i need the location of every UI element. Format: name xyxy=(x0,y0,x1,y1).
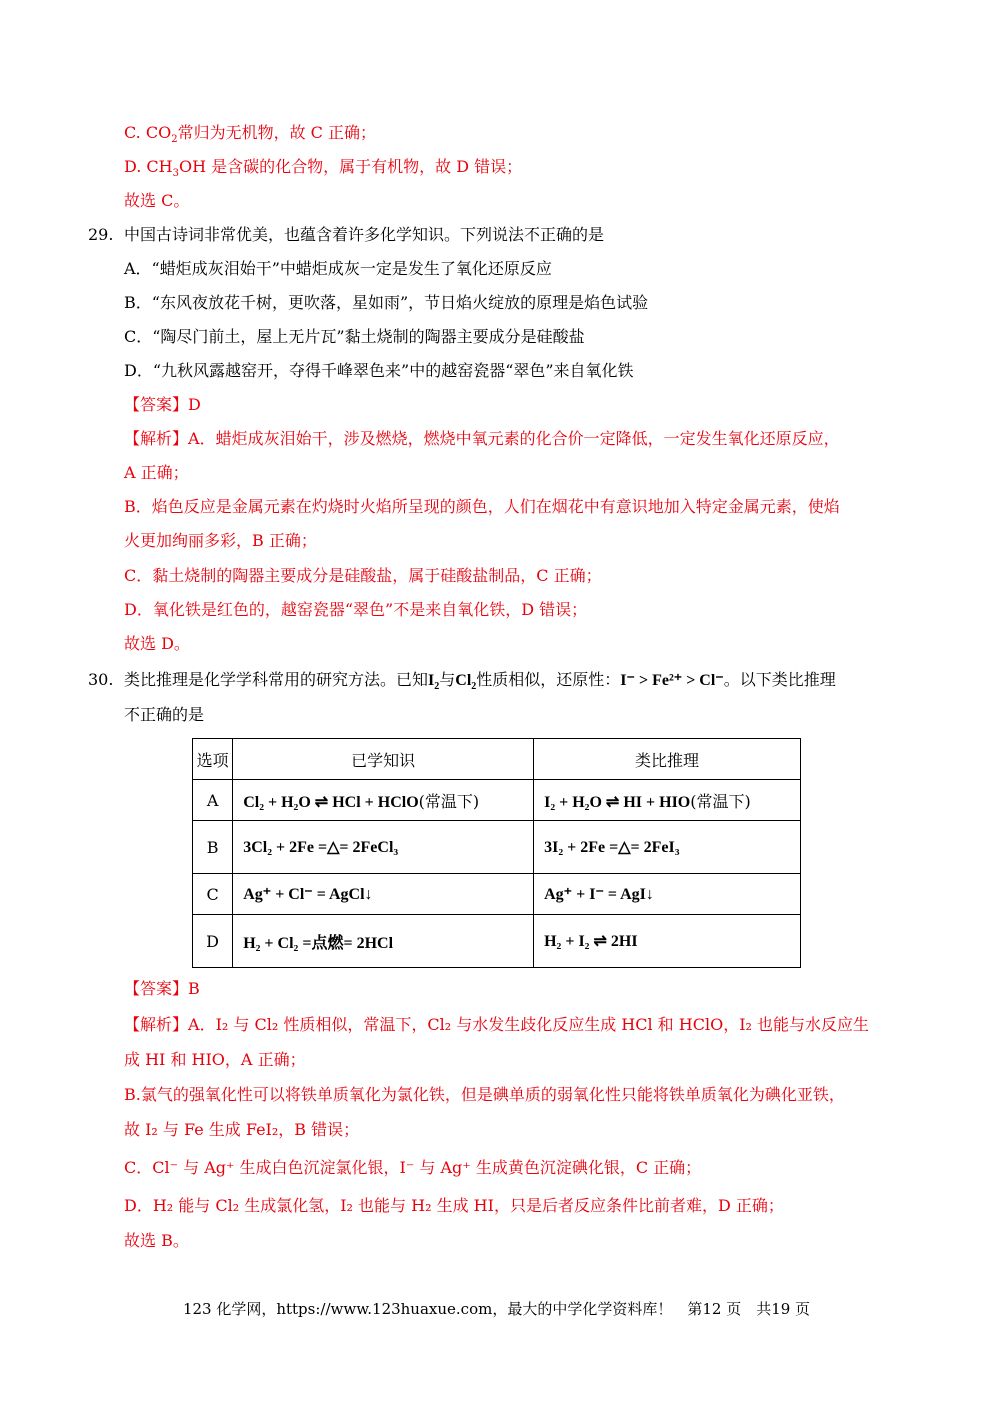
q30-analysis-line-3: B.氯气的强氧化性可以将铁单质氧化为氯化铁，但是碘单质的弱氧化性只能将铁单质氧化为碘化亚铁， xyxy=(124,1085,845,1104)
q29-analysis-line-4: 火更加绚丽多彩，B 正确； xyxy=(124,531,317,550)
row-infer: I₂ + H₂O ⇌ HI + HIO(常温下) xyxy=(534,780,801,821)
row-known: Cl₂ + H₂O ⇌ HCl + HClO(常温下) xyxy=(233,780,534,821)
table-row xyxy=(193,915,801,968)
row-known: H₂ + Cl₂ =点燃= 2HCl xyxy=(233,915,534,968)
q29-analysis-line-1: 【解析】A．蜡炬成灰泪始干，涉及燃烧，燃烧中氧元素的化合价一定降低，一定发生氧化还原反应， xyxy=(124,429,840,448)
row-infer: Ag⁺ + I⁻ = AgI↓ xyxy=(534,874,801,915)
q29-stem: 中国古诗词非常优美，也蕴含着许多化学知识。下列说法不正确的是 xyxy=(124,225,605,244)
q29-option-a: A．“蜡炬成灰泪始干”中蜡炬成灰一定是发生了氧化还原反应 xyxy=(124,259,552,278)
table-row xyxy=(193,874,801,915)
q29-answer xyxy=(124,394,201,416)
q29-option-d: D．“九秋风露越窑开，夺得千峰翠色来”中的越窑瓷器“翠色”来自氧化铁 xyxy=(124,361,634,380)
q29-analysis-line-7: 故选 D。 xyxy=(124,634,190,653)
answer-value: D xyxy=(188,395,201,414)
page-footer: 123 化学网，https://www.123huaxue.com，最大的中学化学资料库！ 第12 页 共19 页 xyxy=(182,1300,811,1318)
table-header-row xyxy=(193,739,801,780)
q29-option-c: C．“陶尽门前土，屋上无片瓦”黏土烧制的陶器主要成分是硅酸盐 xyxy=(124,327,585,346)
q30-analysis-line-6: D．H₂ 能与 Cl₂ 生成氯化氢，I₂ 也能与 H₂ 生成 HI，只是后者反应条件比前者难，D 正确； xyxy=(124,1196,784,1215)
q30-number: 30. xyxy=(88,670,114,689)
analysis-tag: 【解析】 xyxy=(124,429,189,448)
q30-analysis-line-2: 成 HI 和 HIO，A 正确； xyxy=(124,1050,306,1069)
analogy-table xyxy=(192,738,801,968)
prev-option-c: C. $CO_2$常归为无机物，故 C 正确； xyxy=(124,123,376,146)
q30-analysis-line-1: 【解析】A．I₂ 与 Cl₂ 性质相似，常温下，Cl₂ 与水发生歧化反应生成 HCl 和 HClO，I₂ 也能与水反应生 xyxy=(124,1015,870,1034)
row-known: 3Cl₂ + 2Fe =△= 2FeCl₃ xyxy=(233,821,534,874)
prev-choose: 故选 C。 xyxy=(124,191,190,210)
header-infer: 类比推理 xyxy=(534,739,801,780)
q30-analysis-line-4: 故 I₂ 与 Fe 生成 FeI₂，B 错误； xyxy=(124,1120,360,1139)
reducibility-order: I⁻ > Fe²⁺ > Cl⁻ xyxy=(620,672,724,689)
answer-tag: 【答案】 xyxy=(124,395,189,414)
q29-analysis-line-5: C．黏土烧制的陶器主要成分是硅酸盐，属于硅酸盐制品，C 正确； xyxy=(124,566,602,585)
row-option: B xyxy=(193,821,233,874)
table-row xyxy=(193,821,801,874)
q30-analysis-line-7: 故选 B。 xyxy=(124,1231,189,1250)
answer-tag: 【答案】 xyxy=(124,979,189,998)
analysis-tag: 【解析】 xyxy=(124,1015,189,1034)
answer-value: B xyxy=(188,979,200,998)
row-option: A xyxy=(193,780,233,821)
header-option: 选项 xyxy=(193,739,233,780)
q30-analysis-line-5: C．Cl⁻ 与 Ag⁺ 生成白色沉淀氯化银，I⁻ 与 Ag⁺ 生成黄色沉淀碘化银，C 正确； xyxy=(124,1158,702,1177)
q29-number: 29. xyxy=(88,225,114,244)
q29-analysis-line-2: A 正确； xyxy=(124,463,189,482)
prev-option-d: D. $CH_3OH$ 是含碳的化合物，属于有机物，故 D 错误； xyxy=(124,157,523,180)
table-row xyxy=(193,780,801,821)
q29-analysis-line-3: B．焰色反应是金属元素在灼烧时火焰所呈现的颜色，人们在烟花中有意识地加入特定金属元素，使焰 xyxy=(124,497,840,516)
row-option: D xyxy=(193,915,233,968)
row-known: Ag⁺ + Cl⁻ = AgCl↓ xyxy=(233,874,534,915)
row-infer: 3I₂ + 2Fe =△= 2FeI₃ xyxy=(534,821,801,874)
row-option: C xyxy=(193,874,233,915)
row-infer: H₂ + I₂ ⇌ 2HI xyxy=(534,915,801,968)
q30-stem: 类比推理是化学学科常用的研究方法。已知$I_2$与$Cl_2$性质相似，还原性：I⁻ > Fe²⁺ > Cl⁻。以下类比推理 xyxy=(124,670,836,693)
q29-option-b: B．“东风夜放花千树，更吹落，星如雨”，节日焰火绽放的原理是焰色试验 xyxy=(124,293,649,312)
q30-answer xyxy=(124,978,200,1000)
q29-analysis-line-6: D．氧化铁是红色的，越窑瓷器“翠色”不是来自氧化铁，D 错误； xyxy=(124,600,588,619)
q30-stem-cont: 不正确的是 xyxy=(124,705,205,724)
header-known: 已学知识 xyxy=(233,739,534,780)
